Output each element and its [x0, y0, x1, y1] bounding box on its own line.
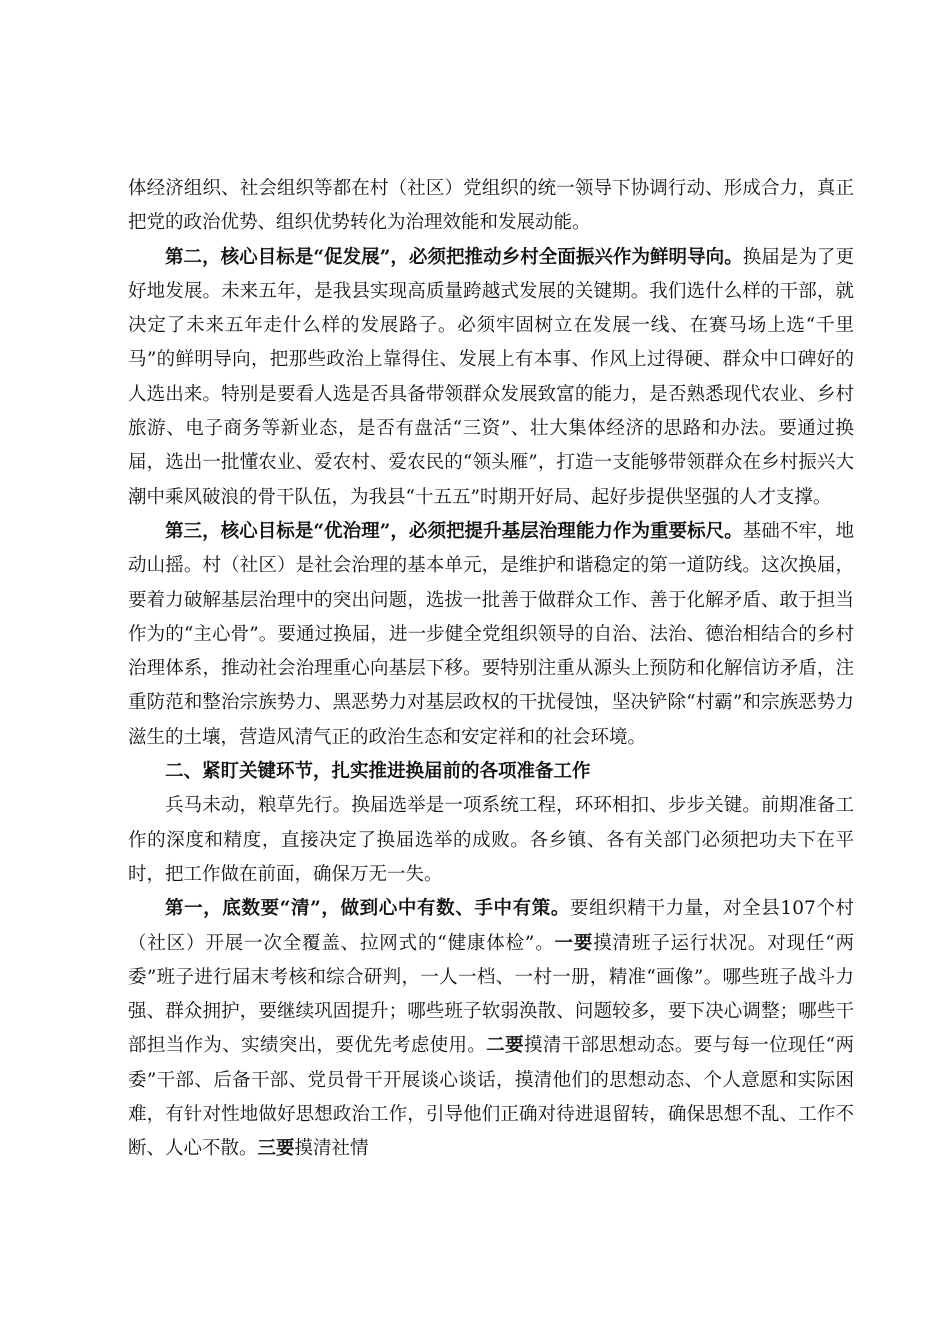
bold-heading-run: 第一，底数要“清”，做到心中有数、手中有策。	[165, 898, 571, 920]
bold-marker-run: 二要	[486, 1035, 524, 1057]
bold-marker-run: 一要	[554, 932, 594, 954]
document-body	[128, 172, 854, 1167]
text-run: 摸清干部思想动态。要与每一位现任“两委”干部、后备干部、党员骨干开展谈心谈话，摸清他们的思想动态、个人意愿和实际困难，有针对性地做好思想政治工作，引导他们正确对待进退留转，确保思想不乱、工作不断、人心不散。	[128, 1035, 854, 1160]
bold-heading-run: 第二，核心目标是“促发展”，必须把推动乡村全面振兴作为鲜明导向。	[165, 246, 743, 268]
section-heading	[128, 755, 854, 789]
paragraph-5	[128, 789, 854, 892]
paragraph-3	[128, 515, 854, 755]
text-run: 要组织精干力量，对全县107个村（社区）开展一次全覆盖、拉网式的“健康体检”。	[128, 898, 854, 954]
paragraph-6	[128, 892, 854, 1166]
text-run: 兵马未动，粮草先行。换届选举是一项系统工程，环环相扣、步步关键。前期准备工作的深度和精度，直接决定了换届选举的成败。各乡镇、各有关部门必须把功夫下在平时，把工作做在前面，确保万无一失。	[128, 795, 854, 885]
bold-heading-run: 第三，核心目标是“优治理”，必须把提升基层治理能力作为重要标尺。	[165, 520, 743, 542]
bold-marker-run: 三要	[257, 1138, 295, 1160]
paragraph-2	[128, 241, 854, 515]
section-heading-text: 二、紧盯关键环节，扎实推进换届前的各项准备工作	[165, 761, 591, 783]
paragraph-1	[128, 172, 854, 241]
text-run: 换届是为了更好地发展。未来五年，是我县实现高质量跨越式发展的关键期。我们选什么样的干部，就决定了未来五年走什么样的发展路子。必须牢固树立在发展一线、在赛马场上选“千里马”的鲜明导向，把那些政治上靠得住、发展上有本事、作风上过得硬、群众中口碑好的人选出来。特别是要看人选是否具备带领群众发展致富的能力，是否熟悉现代农业、乡村旅游、电子商务等新业态，是否有盘活“三资”、壮大集体经济的思路和办法。要通过换届，选出一批懂农业、爱农村、爱农民的“领头雁”，打造一支能够带领群众在乡村振兴大潮中乘风破浪的骨干队伍，为我县“十五五”时期开好局、起好步提供坚强的人才支撑。	[128, 246, 854, 508]
text-run: 基础不牢，地动山摇。村（社区）是社会治理的基本单元，是维护和谐稳定的第一道防线。这次换届，要着力破解基层治理中的突出问题，选拔一批善于做群众工作、善于化解矛盾、敢于担当作为的“主心骨”。要通过换届，进一步健全党组织领导的自治、法治、德治相结合的乡村治理体系，推动社会治理重心向基层下移。要特别注重从源头上预防和化解信访矛盾，注重防范和整治宗族势力、黑恶势力对基层政权的干扰侵蚀，坚决铲除“村霸”和宗族恶势力滋生的土壤，营造风清气正的政治生态和安定祥和的社会环境。	[128, 520, 854, 748]
text-run: 摸清社情	[294, 1138, 369, 1160]
text-run: 摸清班子运行状况。对现任“两委”班子进行届末考核和综合研判，一人一档、一村一册，精准“画像”。哪些班子战斗力强、群众拥护，要继续巩固提升；哪些班子软弱涣散、问题较多，要下决心调整；哪些干部担当作为、实绩突出，要优先考虑使用。	[128, 932, 854, 1057]
text-run: 体经济组织、社会组织等都在村（社区）党组织的统一领导下协调行动、形成合力，真正把党的政治优势、组织优势转化为治理效能和发展动能。	[128, 178, 854, 234]
